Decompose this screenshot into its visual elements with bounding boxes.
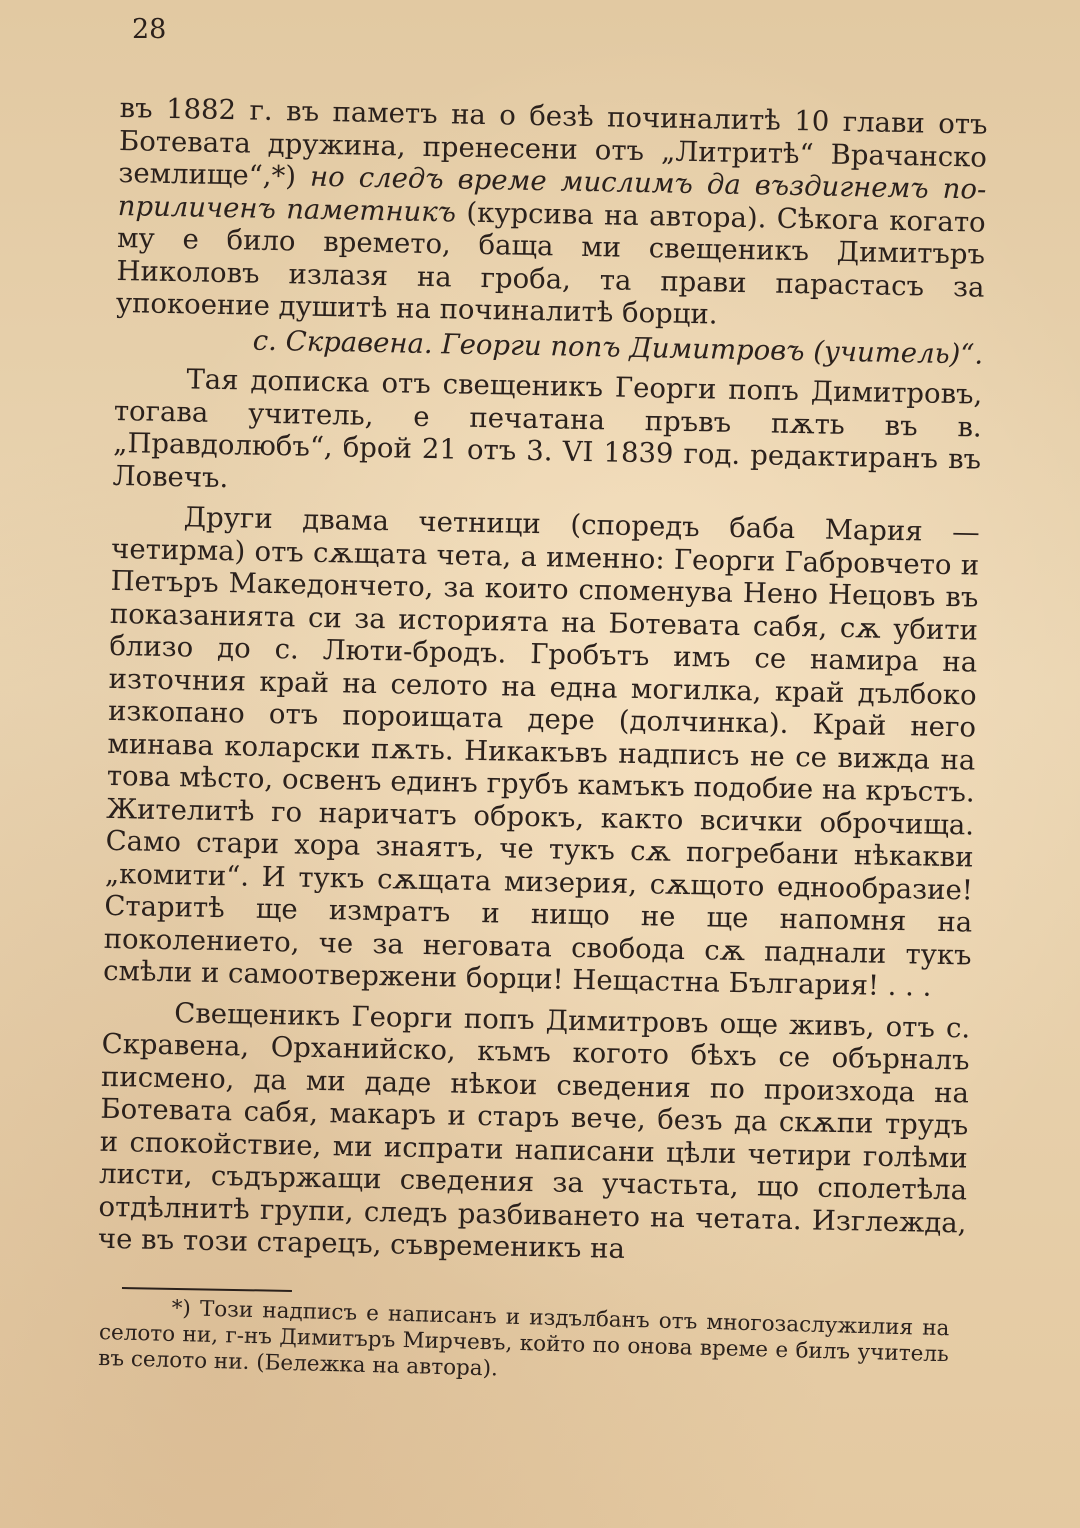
- footnote: [98, 1294, 950, 1394]
- footnote-text: *) Този надписъ е написанъ и издълбанъ отъ многозаслужилия на селото ни, г-нъ Димитъръ Мирчевъ, който по онова време е билъ учитель въ селото ни. (Бележка на автора).: [97, 1295, 950, 1382]
- paragraph-end: (курсива на автора). Сѣкога когато му е било времето, баща ми свещеникъ Димитъръ Николовъ излазя на гроба, та прави парастасъ за упокоение душитѣ на починалитѣ борци.: [115, 195, 986, 331]
- footnote-divider: [122, 1287, 292, 1292]
- signature-line: с. Скравена. Георги попъ Димитровъ (учитель)“.: [252, 324, 984, 371]
- paragraph-two-fighters: Други двама четници (споредъ баба Мария — четирма) отъ сѫщата чета, а именно: Георги Габровчето и Петъръ Македончето, за които споменува Нено Нецовъ въ показанията си за историята на Ботевата сабя, сѫ убити близо до с. Люти-бродъ. Гробътъ имъ се намира на източния край на селото на една могилка, край дълбоко изкопано отъ пороищата дере (долчинка). Край него минава коларски пѫть. Никакъвъ надписъ не се вижда на това мѣсто, освенъ единъ грубъ камъкъ подобие на кръстъ. Жителитѣ го наричатъ оброкъ, както всички оброчища. Само стари хора знаятъ, че тукъ сѫ погребани нѣкакви „комити“. И тукъ сѫщата мизерия, сѫщото еднообразие! Старитѣ ще измратъ и нищо не ще напомня на поколението, че за неговата свобода сѫ паднали тукъ смѣли и самоотвержени борци! Нещастна България! . . .: [102, 501, 981, 1003]
- paragraph-priest: Свещеникъ Георги попъ Димитровъ още живъ, отъ с. Скравена, Орханийско, къмъ когото бѣхъ се обърналъ писмено, да ми даде нѣкои сведения по произхода на Ботевата сабя, макаръ и старъ вече, безъ да скѫпи трудъ и спокойствие, ми испрати написани цѣли четири голѣми листи, съдържащи сведения за участьта, що сполетѣла отдѣлнитѣ групи, следъ разбиването на четата. Изглежда, че въ този старецъ, съвременикъ на: [97, 996, 971, 1265]
- italic-quote: но следъ време мислимъ да въздигнемъ по-приличенъ паметникъ: [117, 160, 987, 228]
- paragraph-continuation: [116, 92, 988, 336]
- main-text: [98, 92, 988, 1272]
- paragraph-dispatch: Тая дописка отъ свещеникъ Георги попъ Димитровъ, тогава учитель, е печатана пръвъ пѫть въ в. „Правдолюбъ“, брой 21 отъ 3. VI 1839 год. редактиранъ въ Ловечъ.: [112, 363, 983, 494]
- page-number: 28: [132, 14, 167, 45]
- paragraph-start: въ 1882 г. въ паметъ на о безѣ починалитѣ 10 глави отъ Ботевата дружина, пренесени отъ „Литритѣ“ Врачанско землище“,*): [118, 92, 988, 193]
